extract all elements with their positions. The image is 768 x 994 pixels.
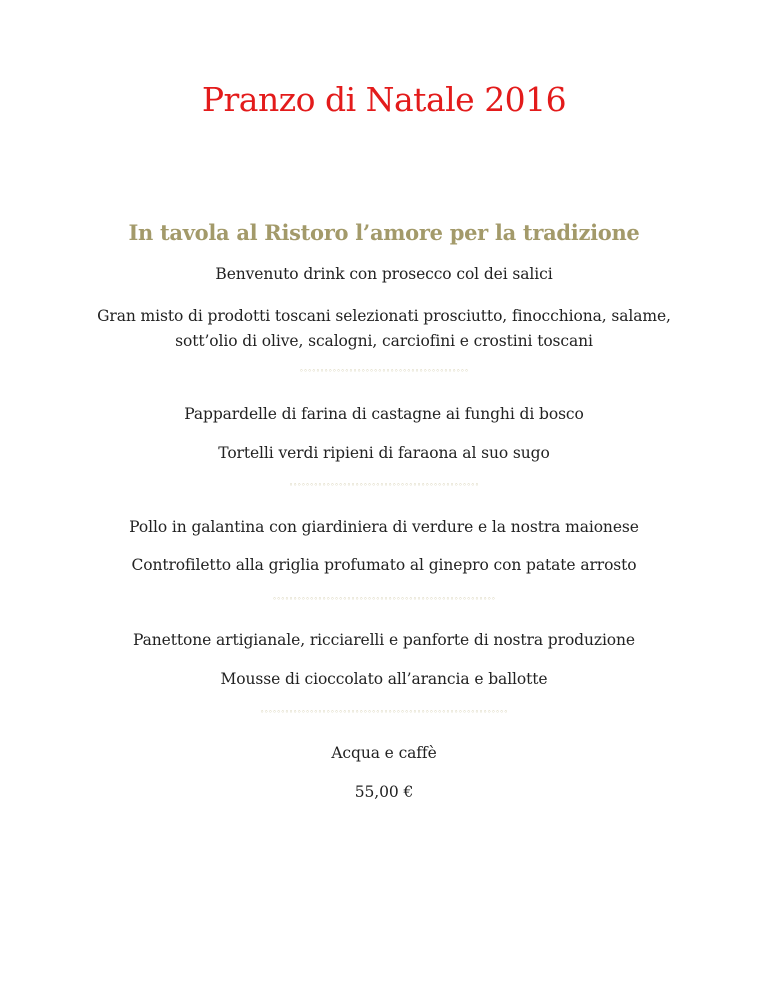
menu-subtitle: In tavola al Ristoro l’amore per la tradizione [128,220,640,245]
drinks-line: Acqua e caffè [331,744,437,762]
separator-3: ◦◦◦◦◦◦◦◦◦◦◦◦◦◦◦◦◦◦◦◦◦◦◦◦◦◦◦◦◦◦◦◦◦◦◦◦◦◦◦◦◦◦◦◦◦◦◦◦◦◦◦◦◦◦ [272,595,496,603]
antipasto-line-2: sott’olio di olive, scalogni, carciofini e crostini toscani [175,332,593,350]
separator-2: ◦◦◦◦◦◦◦◦◦◦◦◦◦◦◦◦◦◦◦◦◦◦◦◦◦◦◦◦◦◦◦◦◦◦◦◦◦◦◦◦◦◦◦◦◦◦ [289,481,479,489]
separator-4: ◦◦◦◦◦◦◦◦◦◦◦◦◦◦◦◦◦◦◦◦◦◦◦◦◦◦◦◦◦◦◦◦◦◦◦◦◦◦◦◦◦◦◦◦◦◦◦◦◦◦◦◦◦◦◦◦◦◦◦◦ [260,708,508,716]
dolce-line-1: Panettone artigianale, ricciarelli e panforte di nostra produzione [133,631,635,649]
dolce-line-2: Mousse di cioccolato all’arancia e ballotte [220,670,548,688]
menu-title: Pranzo di Natale 2016 [201,80,567,119]
price-line: 55,00 € [354,783,414,801]
secondo-line-1: Pollo in galantina con giardiniera di verdure e la nostra maionese [129,518,639,536]
separator-1: ◦◦◦◦◦◦◦◦◦◦◦◦◦◦◦◦◦◦◦◦◦◦◦◦◦◦◦◦◦◦◦◦◦◦◦◦◦◦◦◦◦ [299,367,469,375]
primo-line-2: Tortelli verdi ripieni di faraona al suo sugo [218,444,550,462]
antipasto-line-1: Gran misto di prodotti toscani selezionati prosciutto, finocchiona, salame, [97,307,671,325]
primo-line-1: Pappardelle di farina di castagne ai funghi di bosco [184,405,584,423]
welcome-drink-line: Benvenuto drink con prosecco col dei salici [215,265,553,283]
secondo-line-2: Controfiletto alla griglia profumato al ginepro con patate arrosto [131,556,637,574]
